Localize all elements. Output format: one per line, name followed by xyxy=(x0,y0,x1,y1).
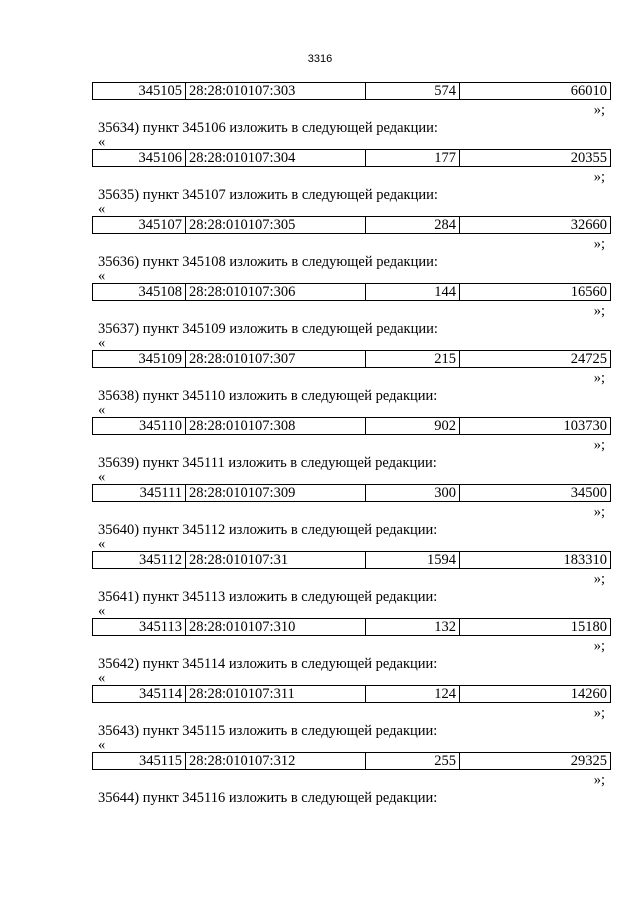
table-row xyxy=(93,351,611,368)
closing-quote: »; xyxy=(593,236,605,252)
amendment-block xyxy=(0,455,640,522)
table-row xyxy=(93,485,611,502)
area-cell: 284 xyxy=(366,217,460,234)
area-cell: 1594 xyxy=(366,552,460,569)
cadastral-number-cell: 28:28:010107:312 xyxy=(186,753,366,770)
cadastral-number-cell: 28:28:010107:305 xyxy=(186,217,366,234)
opening-quote: « xyxy=(98,134,106,150)
table-row xyxy=(93,217,611,234)
closing-quote: »; xyxy=(593,772,605,788)
amendment-intro: 35638) пункт 345110 изложить в следующей редакции: xyxy=(98,388,438,404)
amendment-intro: 35642) пункт 345114 изложить в следующей редакции: xyxy=(98,656,438,672)
row-table xyxy=(92,350,611,368)
closing-quote: »; xyxy=(593,370,605,386)
closing-quote: »; xyxy=(593,571,605,587)
row-table xyxy=(92,685,611,703)
cadastral-number-cell: 28:28:010107:303 xyxy=(186,83,366,100)
row-table xyxy=(92,484,611,502)
cadastral-number-cell: 28:28:010107:307 xyxy=(186,351,366,368)
table-row xyxy=(93,619,611,636)
amendment-block xyxy=(0,321,640,388)
amendment-block xyxy=(0,187,640,254)
document-body xyxy=(0,82,640,806)
area-cell: 574 xyxy=(366,83,460,100)
row-table xyxy=(92,283,611,301)
item-number-cell: 345106 xyxy=(93,150,186,167)
value-cell: 66010 xyxy=(460,83,611,100)
amendment-block xyxy=(0,388,640,455)
item-number-cell: 345111 xyxy=(93,485,186,502)
table-row xyxy=(93,83,611,100)
value-cell: 103730 xyxy=(460,418,611,435)
item-number-cell: 345113 xyxy=(93,619,186,636)
amendment-block xyxy=(0,120,640,187)
item-number-cell: 345114 xyxy=(93,686,186,703)
row-table xyxy=(92,752,611,770)
row-table xyxy=(92,417,611,435)
value-cell: 34500 xyxy=(460,485,611,502)
value-cell: 20355 xyxy=(460,150,611,167)
item-number-cell: 345110 xyxy=(93,418,186,435)
amendment-block xyxy=(0,656,640,723)
item-number-cell: 345112 xyxy=(93,552,186,569)
table-row xyxy=(93,284,611,301)
opening-quote: « xyxy=(98,268,106,284)
item-number-cell: 345105 xyxy=(93,83,186,100)
table-row xyxy=(93,552,611,569)
cadastral-number-cell: 28:28:010107:304 xyxy=(186,150,366,167)
closing-quote: »; xyxy=(593,638,605,654)
amendment-intro: 35636) пункт 345108 изложить в следующей редакции: xyxy=(98,254,438,270)
cadastral-number-cell: 28:28:010107:31 xyxy=(186,552,366,569)
amendment-intro: 35639) пункт 345111 изложить в следующей редакции: xyxy=(98,455,437,471)
row-table xyxy=(92,216,611,234)
table-row xyxy=(93,686,611,703)
item-number-cell: 345115 xyxy=(93,753,186,770)
table-row xyxy=(93,150,611,167)
row-table xyxy=(92,551,611,569)
opening-quote: « xyxy=(98,536,106,552)
opening-quote: « xyxy=(98,402,106,418)
item-number-cell: 345107 xyxy=(93,217,186,234)
amendment-intro: 35643) пункт 345115 изложить в следующей редакции: xyxy=(98,723,438,739)
closing-quote: »; xyxy=(593,303,605,319)
area-cell: 902 xyxy=(366,418,460,435)
opening-quote: « xyxy=(98,603,106,619)
area-cell: 177 xyxy=(366,150,460,167)
area-cell: 300 xyxy=(366,485,460,502)
amendment-block xyxy=(0,589,640,656)
value-cell: 29325 xyxy=(460,753,611,770)
amendment-intro: 35640) пункт 345112 изложить в следующей редакции: xyxy=(98,522,438,538)
row-table xyxy=(92,149,611,167)
amendment-blocks xyxy=(0,120,640,790)
opening-quote: « xyxy=(98,335,106,351)
cadastral-number-cell: 28:28:010107:310 xyxy=(186,619,366,636)
cadastral-number-cell: 28:28:010107:311 xyxy=(186,686,366,703)
item-number-cell: 345109 xyxy=(93,351,186,368)
cadastral-number-cell: 28:28:010107:306 xyxy=(186,284,366,301)
page-number: 3316 xyxy=(307,53,333,65)
value-cell: 14260 xyxy=(460,686,611,703)
closing-quote: »; xyxy=(593,705,605,721)
value-cell: 16560 xyxy=(460,284,611,301)
amendment-intro: 35641) пункт 345113 изложить в следующей редакции: xyxy=(98,589,438,605)
amendment-block xyxy=(0,723,640,790)
closing-quote: »; xyxy=(593,437,605,453)
opening-quote: « xyxy=(98,670,106,686)
area-cell: 124 xyxy=(366,686,460,703)
cadastral-number-cell: 28:28:010107:308 xyxy=(186,418,366,435)
closing-quote: »; xyxy=(593,504,605,520)
opening-quote: « xyxy=(98,737,106,753)
amendment-block xyxy=(0,522,640,589)
first-row-table xyxy=(92,82,611,100)
value-cell: 24725 xyxy=(460,351,611,368)
value-cell: 32660 xyxy=(460,217,611,234)
closing-quote: »; xyxy=(593,169,605,185)
table-row xyxy=(93,418,611,435)
cadastral-number-cell: 28:28:010107:309 xyxy=(186,485,366,502)
item-number-cell: 345108 xyxy=(93,284,186,301)
closing-quote: »; xyxy=(593,102,605,118)
amendment-intro: 35634) пункт 345106 изложить в следующей редакции: xyxy=(98,120,438,136)
area-cell: 144 xyxy=(366,284,460,301)
table-row xyxy=(93,753,611,770)
area-cell: 215 xyxy=(366,351,460,368)
opening-quote: « xyxy=(98,201,106,217)
opening-quote: « xyxy=(98,469,106,485)
amendment-intro: 35635) пункт 345107 изложить в следующей редакции: xyxy=(98,187,438,203)
amendment-intro: 35637) пункт 345109 изложить в следующей редакции: xyxy=(98,321,438,337)
row-table xyxy=(92,618,611,636)
amendment-intro-final: 35644) пункт 345116 изложить в следующей редакции: xyxy=(98,790,438,806)
amendment-block xyxy=(0,254,640,321)
value-cell: 15180 xyxy=(460,619,611,636)
value-cell: 183310 xyxy=(460,552,611,569)
area-cell: 132 xyxy=(366,619,460,636)
area-cell: 255 xyxy=(366,753,460,770)
